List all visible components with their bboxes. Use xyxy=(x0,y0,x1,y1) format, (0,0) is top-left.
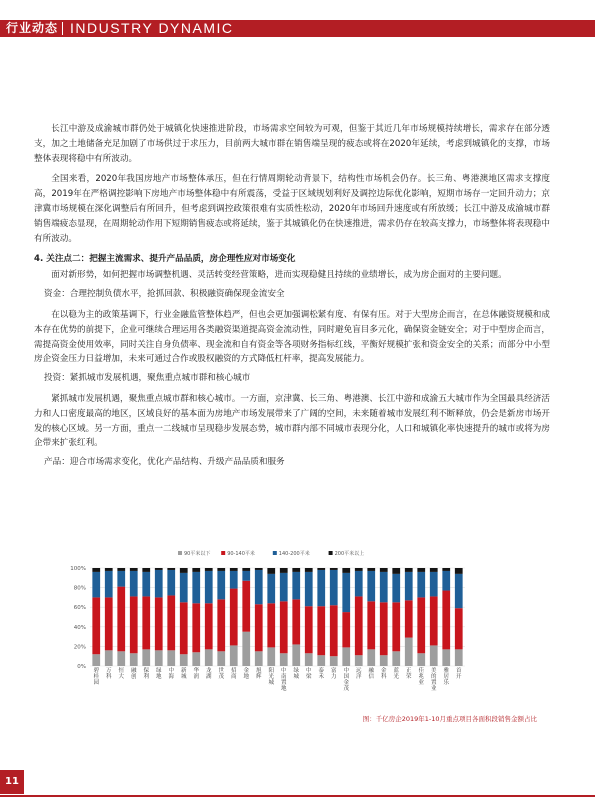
paragraph: 长江中游及成渝城市群仍处于城镇化快速推进阶段，市场需求空间较为可观，但鉴于其近几年市场规模持续增长，需求存在部分透支，加之土地储备充足加剧了市场供过于求压力，目前两大城市群在销售端呈现的疲态或将在2020年延续，考虑到城镇化的支撑，市场整体表现将稳中有所波动。 xyxy=(34,124,550,164)
bar-segment xyxy=(292,572,300,599)
bar-segment xyxy=(205,603,213,649)
x-tick-label: 中海 xyxy=(168,668,175,680)
bar-segment xyxy=(317,570,325,606)
bar-segment xyxy=(117,587,125,652)
legend-label: 200平米以上 xyxy=(334,551,365,557)
bar-segment xyxy=(380,568,388,572)
x-tick-label: 泰禾 xyxy=(318,668,325,680)
bar-segment xyxy=(367,649,375,666)
bar-segment xyxy=(455,568,463,574)
bar-segment xyxy=(130,596,138,653)
bar-segment xyxy=(142,568,150,572)
bar-segment xyxy=(180,654,188,666)
bar-segment xyxy=(405,638,413,666)
legend-swatch xyxy=(329,551,333,555)
legend-swatch xyxy=(273,551,277,555)
bar-segment xyxy=(105,650,113,666)
bar-segment xyxy=(117,568,125,571)
bar-segment xyxy=(205,649,213,666)
bar-segment xyxy=(92,654,100,666)
bar-segment xyxy=(242,571,250,581)
bar-segment xyxy=(155,650,163,666)
x-tick-label: 旭辉 xyxy=(255,668,262,680)
bar-segment xyxy=(330,570,338,605)
bar-segment xyxy=(392,574,400,602)
bar-segment xyxy=(342,612,350,647)
section-heading: 4. 关注点二：把握主流需求、提升产品品质，房企理性应对市场变化 xyxy=(34,254,296,265)
bar-segment xyxy=(117,651,125,666)
x-tick-label: 世茂 xyxy=(218,668,225,680)
bar-segment xyxy=(380,602,388,655)
bar-segment xyxy=(130,568,138,571)
bar-segment xyxy=(442,568,450,571)
x-tick-label: 融创 xyxy=(130,668,137,680)
chart-caption: 图：千亿房企2019年1-10月重点项目各面积段销售金额占比 xyxy=(362,715,537,723)
bar-segment xyxy=(405,600,413,637)
bar-segment xyxy=(105,568,113,571)
y-tick-label: 80% xyxy=(73,585,86,592)
bar-segment xyxy=(217,599,225,651)
x-tick-label: 阳光城 xyxy=(268,668,275,686)
footer-line xyxy=(0,795,595,797)
x-tick-label: 中梁 xyxy=(305,668,312,680)
bar-segment xyxy=(292,644,300,666)
x-tick-label: 保利 xyxy=(143,668,150,680)
x-tick-label: 融信 xyxy=(368,668,375,680)
bar-segment xyxy=(255,651,263,666)
bar-segment xyxy=(167,570,175,595)
bar-segment xyxy=(330,605,338,656)
bar-segment xyxy=(192,603,200,652)
bar-segment xyxy=(455,574,463,608)
bar-segment xyxy=(455,649,463,666)
bar-segment xyxy=(267,603,275,647)
subheading-funds: 资金：合理控制负债水平，抢抓回款、积极融资确保现金流安全 xyxy=(44,289,285,300)
bar-segment xyxy=(230,571,238,589)
paragraph: 全国来看，2020年我国房地产市场整体承压，但在行情周期轮动背景下，结构性市场机会仍存。长三角、粤港澳地区需求支撑度高，2019年在严格调控影响下房地产市场整体稳中有所震荡，受益于区域规划利好及调控边际优化影响，短期市场存一定回升动力；京津冀市场规模在深化调整后有所回升，但考虑到调控政策很难有实质性松动，2020年市场回升速度或有所放缓；长江中游及成渝城市群销售端疲态显现，在周期轮动作用下短期销售疲态或将延续，鉴于其城镇化仍在快速推进，需求仍存在较高支撑力，市场整体将表现稳中有所波动。 xyxy=(34,174,550,244)
bar-segment xyxy=(380,572,388,602)
x-tick-label: 正荣 xyxy=(405,668,412,680)
header-bar xyxy=(0,20,595,37)
bar-segment xyxy=(292,599,300,644)
bar-segment xyxy=(217,568,225,571)
bar-segment xyxy=(355,596,363,655)
x-tick-label: 碧桂园 xyxy=(93,668,100,686)
bar-segment xyxy=(105,597,113,650)
bar-segment xyxy=(255,570,263,604)
bar-segment xyxy=(255,568,263,570)
page-number: 11 xyxy=(0,770,24,794)
bar-segment xyxy=(292,568,300,572)
bar-segment xyxy=(305,572,313,606)
legend-label: 90平米以下 xyxy=(184,551,211,557)
bar-segment xyxy=(130,571,138,596)
x-tick-label: 远洋 xyxy=(355,668,362,680)
x-tick-label: 美的置业 xyxy=(430,668,437,692)
bar-segment xyxy=(155,597,163,650)
bar-segment xyxy=(417,572,425,597)
bar-segment xyxy=(92,572,100,597)
x-tick-label: 新城 xyxy=(180,668,187,680)
section-title: INDUSTRY DYNAMIC xyxy=(70,20,234,36)
bar-segment xyxy=(230,645,238,666)
bar-segment xyxy=(267,568,275,574)
bar-segment xyxy=(430,596,438,645)
bar-segment xyxy=(217,651,225,666)
x-tick-label: 首开 xyxy=(455,668,462,680)
bar-segment xyxy=(355,571,363,596)
bar-segment xyxy=(342,573,350,612)
bar-segment xyxy=(155,570,163,597)
x-tick-label: 华润 xyxy=(193,668,200,680)
bar-segment xyxy=(142,572,150,597)
bar-segment xyxy=(430,572,438,597)
bar-segment xyxy=(280,573,288,601)
bar-segment xyxy=(305,568,313,572)
bar-segment xyxy=(142,649,150,666)
subheading-product: 产品：迎合市场需求变化，优化产品结构、升级产品品质和服务 xyxy=(44,457,285,468)
paragraph: 面对新形势，如何把握市场调整机遇、灵活转变经营策略，进而实现稳健且持续的业绩增长，成为房企面对的主要问题。 xyxy=(51,270,507,281)
bar-segment xyxy=(205,568,213,571)
legend-swatch xyxy=(221,551,225,555)
x-tick-label: 龙湖 xyxy=(205,668,212,680)
x-tick-label: 招商 xyxy=(230,668,237,680)
bar-segment xyxy=(342,647,350,666)
bar-segment xyxy=(305,653,313,666)
bar-segment xyxy=(242,568,250,571)
bar-segment xyxy=(242,632,250,666)
bar-segment xyxy=(455,608,463,649)
bar-segment xyxy=(167,568,175,570)
bar-segment xyxy=(280,601,288,653)
y-tick-label: 40% xyxy=(73,624,86,631)
bar-segment xyxy=(355,568,363,571)
bar-segment xyxy=(405,572,413,600)
bar-segment xyxy=(442,591,450,650)
legend-label: 90-140平米 xyxy=(227,551,255,557)
bar-segment xyxy=(392,602,400,651)
bar-segment xyxy=(405,568,413,572)
y-tick-label: 60% xyxy=(73,605,86,612)
bar-segment xyxy=(242,581,250,632)
x-tick-label: 富力 xyxy=(330,668,337,680)
x-tick-label: 金科 xyxy=(380,668,387,680)
bar-segment xyxy=(130,653,138,666)
header-divider xyxy=(62,22,63,35)
bar-segment xyxy=(417,653,425,666)
x-tick-label: 雅居乐 xyxy=(443,668,450,686)
legend-swatch xyxy=(178,551,182,555)
bar-segment xyxy=(117,571,125,587)
x-tick-label: 佳兆业 xyxy=(418,668,425,686)
bar-segment xyxy=(167,595,175,650)
y-tick-label: 0% xyxy=(77,664,86,670)
x-tick-label: 中国金茂 xyxy=(343,668,350,692)
bar-segment xyxy=(192,652,200,666)
bar-segment xyxy=(430,568,438,572)
x-tick-label: 万科 xyxy=(105,668,112,680)
bar-segment xyxy=(180,568,188,573)
paragraph: 紧抓城市发展机遇，聚焦重点城市群和核心城市。一方面，京津冀、长三角、粤港澳、长江中游和成渝五大城市作为全国最具经济活力和人口密度最高的地区，区域良好的基本面为房地产市场发展带来了广阔的空间，未来随着城市发展红利不断释放，仍会是新房市场开发的核心区域。另一方面，重点一二线城市呈现稳步发展态势，城市群内部不同城市表现分化，人口和城镇化率快速提升的城市或将为房企带来扩张红利。 xyxy=(34,393,550,449)
bar-segment xyxy=(355,655,363,666)
paragraph: 在以稳为主的政策基调下，行业金融监管整体趋严，但也会更加强调松紧有度、有保有压。对于大型房企而言，在总体融资规模和成本存在优势的前提下，企业可继续合理运用各类融资渠道提高资金流动性，同时避免盲目多元化，确保资金链安全；对于中型房企而言，需提高资金使用效率，同时关注自身负债率、现金流和自有资金等各项财务指标红线，平衡好规模扩张和资金安全的关系；而部分中小型房企资金压力日益增加，未来可通过合作或股权融资的方式降低杠杆率，提高发展能力。 xyxy=(34,309,550,365)
bar-segment xyxy=(267,647,275,666)
x-tick-label: 金地 xyxy=(243,668,250,680)
bar-segment xyxy=(417,597,425,653)
bar-segment xyxy=(280,568,288,573)
bar-segment xyxy=(230,568,238,571)
subheading-investment: 投资：紧抓城市发展机遇，聚焦重点城市群和核心城市 xyxy=(44,373,251,384)
bar-segment xyxy=(92,597,100,654)
bar-segment xyxy=(367,568,375,571)
bar-segment xyxy=(217,571,225,599)
bar-segment xyxy=(105,571,113,597)
bar-segment xyxy=(392,651,400,666)
bar-segment xyxy=(142,596,150,649)
bar-segment xyxy=(330,568,338,570)
bar-segment xyxy=(317,568,325,570)
bar-segment xyxy=(317,655,325,666)
y-tick-label: 20% xyxy=(73,644,86,651)
section-tag: 行业动态 xyxy=(6,21,59,35)
bar-segment xyxy=(180,573,188,602)
bar-segment xyxy=(392,568,400,574)
bar-segment xyxy=(255,604,263,651)
bar-segment xyxy=(330,656,338,666)
bar-segment xyxy=(205,571,213,603)
bar-segment xyxy=(430,645,438,666)
x-tick-label: 绿城 xyxy=(293,668,300,680)
bar-segment xyxy=(342,568,350,573)
bar-segment xyxy=(155,568,163,570)
bar-segment xyxy=(192,572,200,603)
x-tick-label: 绿地 xyxy=(155,668,162,680)
bar-segment xyxy=(317,606,325,655)
bar-segment xyxy=(92,568,100,572)
x-tick-label: 蓝光 xyxy=(393,668,400,680)
bar-segment xyxy=(167,650,175,666)
bar-segment xyxy=(230,589,238,646)
x-tick-label: 恒大 xyxy=(118,668,125,680)
stacked-bar-chart xyxy=(60,546,485,706)
bar-segment xyxy=(180,602,188,654)
legend-label: 140-200平米 xyxy=(278,551,310,557)
bar-segment xyxy=(267,574,275,603)
x-tick-label: 中南置地 xyxy=(280,668,287,692)
article-body xyxy=(34,122,550,470)
bar-segment xyxy=(305,606,313,653)
bar-segment xyxy=(442,649,450,666)
bar-segment xyxy=(280,653,288,666)
bar-segment xyxy=(380,655,388,666)
bar-segment xyxy=(192,568,200,572)
bar-segment xyxy=(367,571,375,601)
y-tick-label: 100% xyxy=(70,566,86,572)
bar-segment xyxy=(367,601,375,649)
bar-segment xyxy=(442,571,450,591)
bar-segment xyxy=(417,568,425,572)
